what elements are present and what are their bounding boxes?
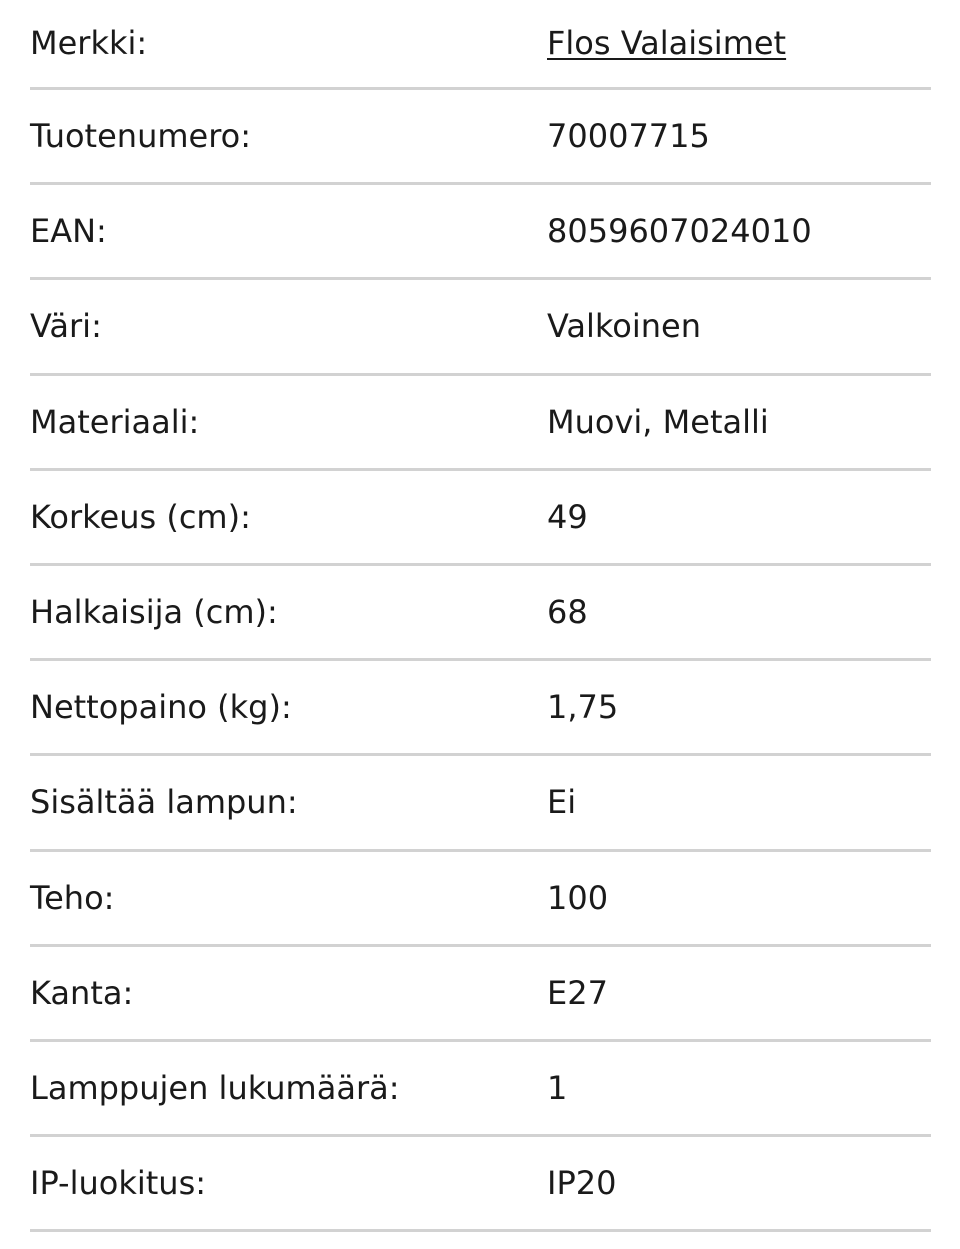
spec-row-power	[30, 852, 931, 947]
spec-value: Valkoinen	[547, 307, 702, 346]
spec-label: Halkaisija (cm):	[30, 593, 278, 632]
spec-label: Sisältää lampun:	[30, 783, 298, 822]
product-spec-table	[30, 0, 931, 1232]
spec-value: IP20	[547, 1164, 617, 1203]
spec-label: Nettopaino (kg):	[30, 688, 292, 727]
spec-value: 100	[547, 878, 609, 917]
spec-row-brand	[30, 0, 931, 90]
spec-value: Muovi, Metalli	[547, 402, 769, 441]
spec-row-color	[30, 280, 931, 375]
spec-row-ean	[30, 185, 931, 280]
spec-row-diameter	[30, 566, 931, 661]
spec-row-height	[30, 471, 931, 566]
spec-label: Tuotenumero:	[30, 117, 252, 156]
spec-value: Ei	[547, 783, 577, 822]
spec-label: EAN:	[30, 212, 107, 251]
spec-row-material	[30, 376, 931, 471]
spec-label: Materiaali:	[30, 402, 200, 441]
spec-value: 70007715	[547, 117, 710, 156]
spec-label: Väri:	[30, 307, 102, 346]
spec-label: Merkki:	[30, 24, 148, 62]
spec-value: E27	[547, 973, 608, 1012]
spec-value: 49	[547, 497, 588, 536]
spec-label: Kanta:	[30, 973, 134, 1012]
spec-label: Teho:	[30, 878, 115, 917]
spec-value	[547, 23, 786, 63]
spec-row-includes-bulb	[30, 756, 931, 851]
spec-row-ip-rating	[30, 1137, 931, 1232]
spec-value: 1,75	[547, 688, 619, 727]
spec-row-net-weight	[30, 661, 931, 756]
spec-label: IP-luokitus:	[30, 1164, 207, 1203]
spec-value: 68	[547, 593, 588, 632]
spec-value: 8059607024010	[547, 212, 812, 251]
spec-row-product-number	[30, 90, 931, 185]
spec-label: Lamppujen lukumäärä:	[30, 1068, 400, 1107]
spec-label: Korkeus (cm):	[30, 497, 251, 536]
spec-row-bulb-count	[30, 1042, 931, 1137]
spec-row-socket	[30, 947, 931, 1042]
spec-value: 1	[547, 1068, 568, 1107]
brand-link[interactable]: Flos Valaisimet	[547, 24, 787, 62]
